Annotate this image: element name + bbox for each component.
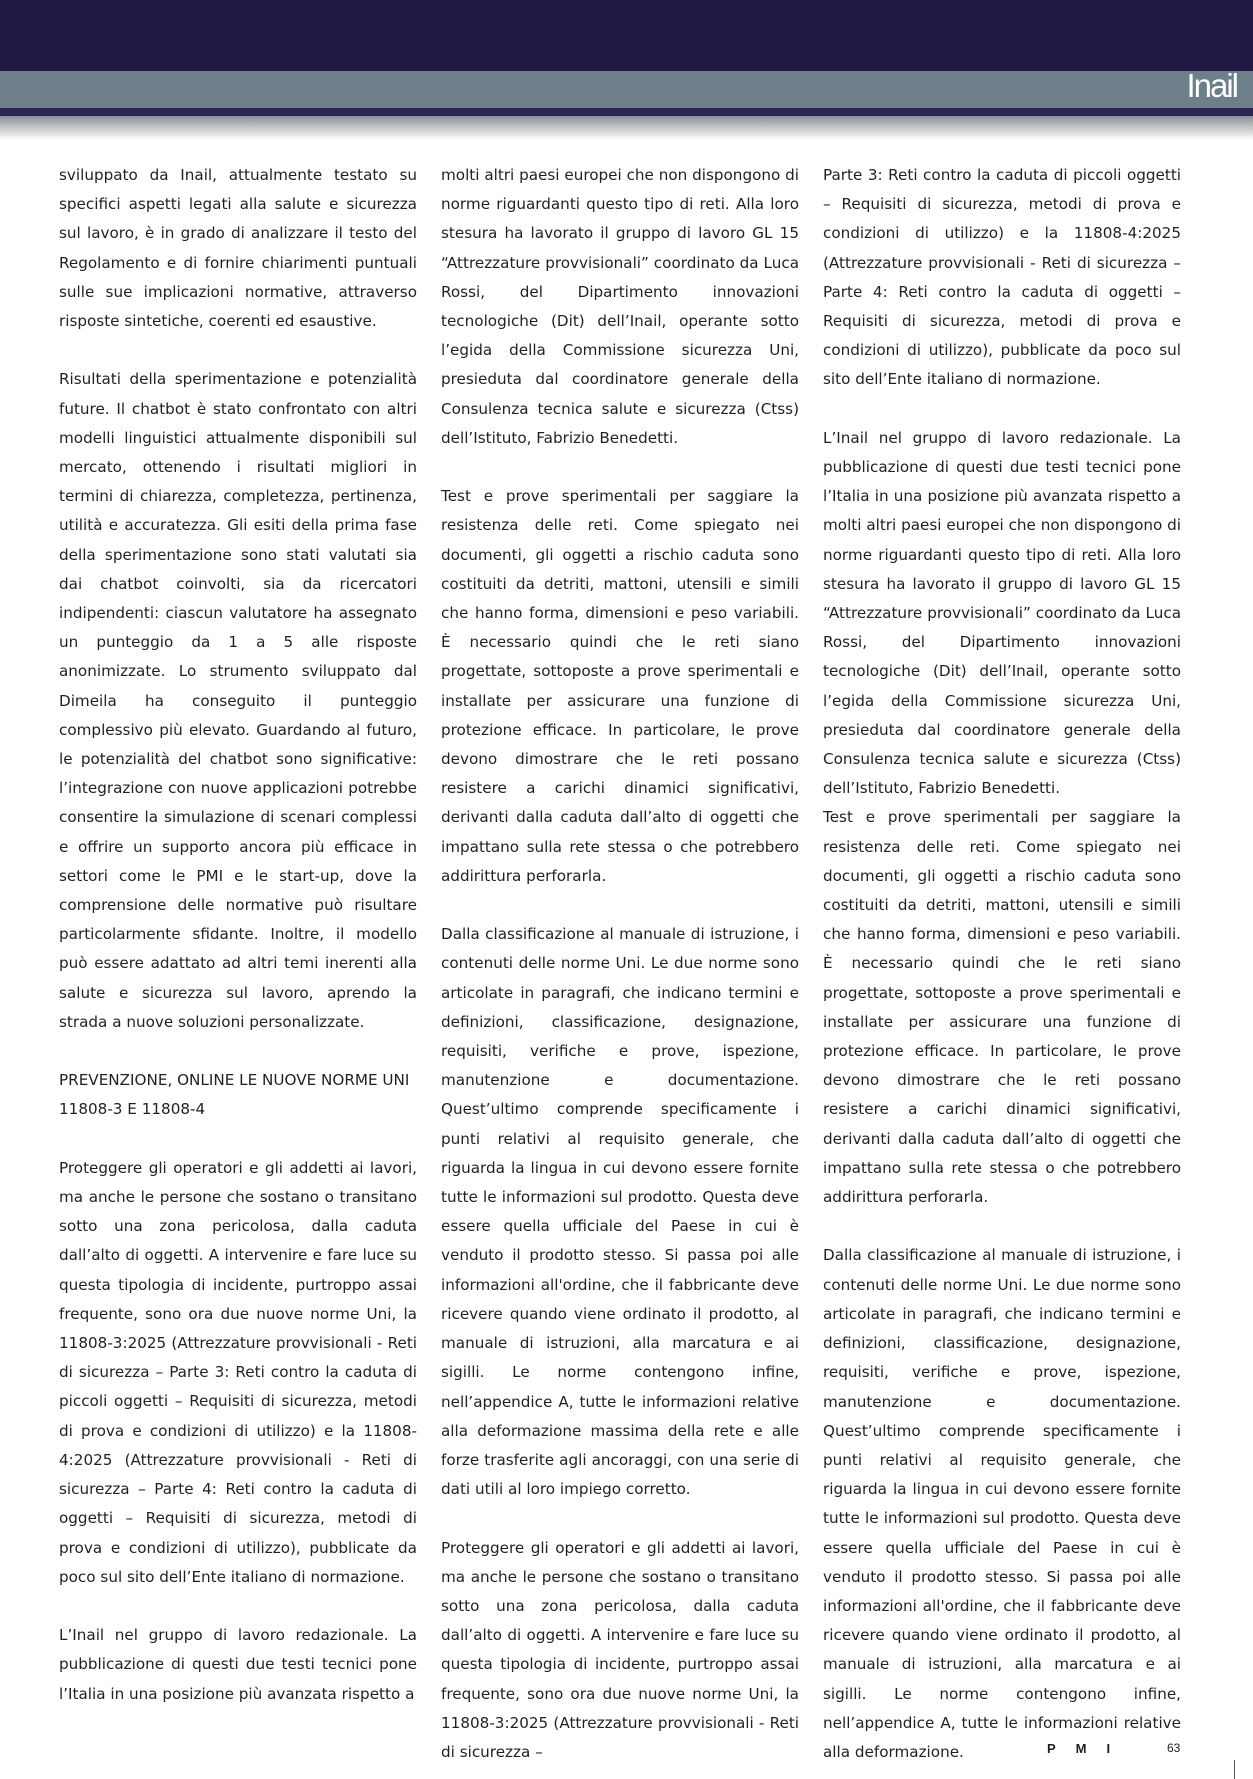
paragraph: sviluppato da Inail, attualmente testato su specifici aspetti legati alla salute e sicurezza sul lavoro, è in grado di analizzare il testo del Regolamento e di fornire chiarimenti puntuali sulle sue implicazioni normative, attraverso risposte sintetiche, coerenti ed esaustive.	[59, 166, 417, 331]
paragraph: Risultati della sperimentazione e potenzialità future. Il chatbot è stato confrontato con altri modelli linguistici attualmente disponibili sul mercato, ottenendo i risultati migliori in termini di chiarezza, completezza, pertinenza, utilità e accuratezza. Gli esiti della prima fase della sperimentazione sono stati valutati sia dai chatbot coinvolti, sia da ricercatori indipendenti: ciascun valutatore ha assegnato un punteggio da 1 a 5 alle risposte anonimizzate. Lo strumento sviluppato dal Dimeila ha conseguito il punteggio complessivo più elevato. Guardando al futuro, le potenzialità del chatbot sono significative: l’integrazione con nuove applicazioni potrebbe consentire la simulazione di scenari complessi e offrire un supporto ancora più efficace in settori come le PMI e le start-up, dove la comprensione delle normative può risultare particolarmente sfidante. Inoltre, il modello può essere adattato ad altri temi inerenti alla salute e sicurezza sul lavoro, aprendo la strada a nuove soluzioni personalizzate.	[59, 370, 417, 1031]
inail-logo: Inail	[1186, 67, 1237, 104]
text-column-2	[441, 161, 799, 1767]
paragraph: Proteggere gli operatori e gli addetti ai lavori, ma anche le persone che sostano o transitano sotto una zona pericolosa, dalla caduta dall’alto di oggetti. A intervenire e fare luce su questa tipologia di incidente, purtroppo assai frequente, sono ora due nuove norme Uni, la 11808-3:2025 (Attrezzature provvisionali - Reti di sicurezza – Parte 3: Reti contro la caduta di piccoli oggetti – Requisiti di sicurezza, metodi di prova e condizioni di utilizzo) e la 11808-4:2025 (Attrezzature provvisionali - Reti di sicurezza – Parte 4: Reti contro la caduta di oggetti – Requisiti di sicurezza, metodi di prova e condizioni di utilizzo), pubblicate da poco sul sito dell’Ente italiano di normazione.	[59, 1158, 417, 1586]
text-column-1	[59, 161, 417, 1709]
header-dark-band	[0, 0, 1253, 71]
header-shadow	[0, 116, 1253, 140]
crop-mark	[1234, 1760, 1235, 1779]
paragraph: Proteggere gli operatori e gli addetti ai lavori, ma anche le persone che sostano o transitano sotto una zona pericolosa, dalla caduta dall’alto di oggetti. A intervenire e fare luce su questa tipologia di incidente, purtroppo assai frequente, sono ora due nuove norme Uni, la 11808-3:2025 (Attrezzature provvisionali - Reti di sicurezza –	[441, 1538, 799, 1761]
text-column-3	[823, 161, 1181, 1767]
paragraph: Test e prove sperimentali per saggiare la resistenza delle reti. Come spiegato nei documenti, gli oggetti a rischio caduta sono costituiti da detriti, mattoni, utensili e simili che hanno forma, dimensioni e peso variabili. È necessario quindi che le reti siano progettate, sottoposte a prove sperimentali e installate per assicurare una funzione di protezione efficace. In particolare, le prove devono dimostrare che le reti possano resistere a carichi dinamici significativi, derivanti dalla caduta dall’alto di oggetti che impattano sulla rete stessa o che potrebbero addirittura perforarla.	[823, 808, 1181, 1207]
header-rule	[0, 108, 1253, 116]
paragraph: Dalla classificazione al manuale di istruzione, i contenuti delle norme Uni. Le due norme sono articolate in paragrafi, che indicano termini e definizioni, classificazione, designazione, requisiti, verifiche e prove, ispezione, manutenzione e documentazione. Quest’ultimo comprende specificamente i punti relativi al requisito generale, che riguarda la lingua in cui devono essere fornite tutte le informazioni sul prodotto. Questa deve essere quella ufficiale del Paese in cui è venduto il prodotto stesso. Si passa poi alle informazioni all'ordine, che il fabbricante deve ricevere quando viene ordinato il prodotto, al manuale di istruzioni, alla marcatura e ai sigilli. Le norme contengono infine, nell’appendice A, tutte le informazioni relative alla deformazione massima della rete e alle forze trasferite agli ancoraggi, con una serie di dati utili al loro impiego corretto.	[441, 925, 799, 1499]
paragraph: molti altri paesi europei che non dispongono di norme riguardanti questo tipo di reti. Alla loro stesura ha lavorato il gruppo di lavoro GL 15 “Attrezzature provvisionali” coordinato da Luca Rossi, del Dipartimento innovazioni tecnologiche (Dit) dell’Inail, operante sotto l’egida della Commissione sicurezza Uni, presieduta dal coordinatore generale della Consulenza tecnica salute e sicurezza (Ctss) dell’Istituto, Fabrizio Benedetti.	[441, 166, 799, 447]
paragraph: Parte 3: Reti contro la caduta di piccoli oggetti – Requisiti di sicurezza, metodi di prova e condizioni di utilizzo) e la 11808-4:2025 (Attrezzature provvisionali - Reti di sicurezza – Parte 4: Reti contro la caduta di oggetti – Requisiti di sicurezza, metodi di prova e condizioni di utilizzo), pubblicate da poco sul sito dell’Ente italiano di normazione.	[823, 166, 1181, 389]
paragraph: L’Inail nel gruppo di lavoro redazionale. La pubblicazione di questi due testi tecnici pone l’Italia in una posizione più avanzata rispetto a molti altri paesi europei che non dispongono di norme riguardanti questo tipo di reti. Alla loro stesura ha lavorato il gruppo di lavoro GL 15 “Attrezzature provvisionali” coordinato da Luca Rossi, del Dipartimento innovazioni tecnologiche (Dit) dell’Inail, operante sotto l’egida della Commissione sicurezza Uni, presieduta dal coordinatore generale della Consulenza tecnica salute e sicurezza (Ctss) dell’Istituto, Fabrizio Benedetti.	[823, 428, 1181, 798]
header-grey-band	[0, 71, 1253, 108]
magazine-label: PMI	[1047, 1741, 1131, 1756]
section-heading: PREVENZIONE, ONLINE LE NUOVE NORME UNI 11808-3 E 11808-4	[59, 1071, 410, 1119]
paragraph: Test e prove sperimentali per saggiare la resistenza delle reti. Come spiegato nei documenti, gli oggetti a rischio caduta sono costituiti da detriti, mattoni, utensili e simili che hanno forma, dimensioni e peso variabili. È necessario quindi che le reti siano progettate, sottoposte a prove sperimentali e installate per assicurare una funzione di protezione efficace. In particolare, le prove devono dimostrare che le reti possano resistere a carichi dinamici significativi, derivanti dalla caduta dall’alto di oggetti che impattano sulla rete stessa o che potrebbero addirittura perforarla.	[441, 487, 799, 885]
page-number: 63	[1167, 1741, 1181, 1755]
paragraph: Dalla classificazione al manuale di istruzione, i contenuti delle norme Uni. Le due norme sono articolate in paragrafi, che indicano termini e definizioni, classificazione, designazione, requisiti, verifiche e prove, ispezione, manutenzione e documentazione. Quest’ultimo comprende specificamente i punti relativi al requisito generale, che riguarda la lingua in cui devono essere fornite tutte le informazioni sul prodotto. Questa deve essere quella ufficiale del Paese in cui è venduto il prodotto stesso. Si passa poi alle informazioni all'ordine, che il fabbricante deve ricevere quando viene ordinato il prodotto, al manuale di istruzioni, alla marcatura e ai sigilli. Le norme contengono infine, nell’appendice A, tutte le informazioni relative alla deformazione.	[823, 1246, 1181, 1761]
page-header	[0, 0, 1253, 140]
paragraph: L’Inail nel gruppo di lavoro redazionale. La pubblicazione di questi due testi tecnici pone l’Italia in una posizione più avanzata rispetto a	[59, 1626, 417, 1703]
